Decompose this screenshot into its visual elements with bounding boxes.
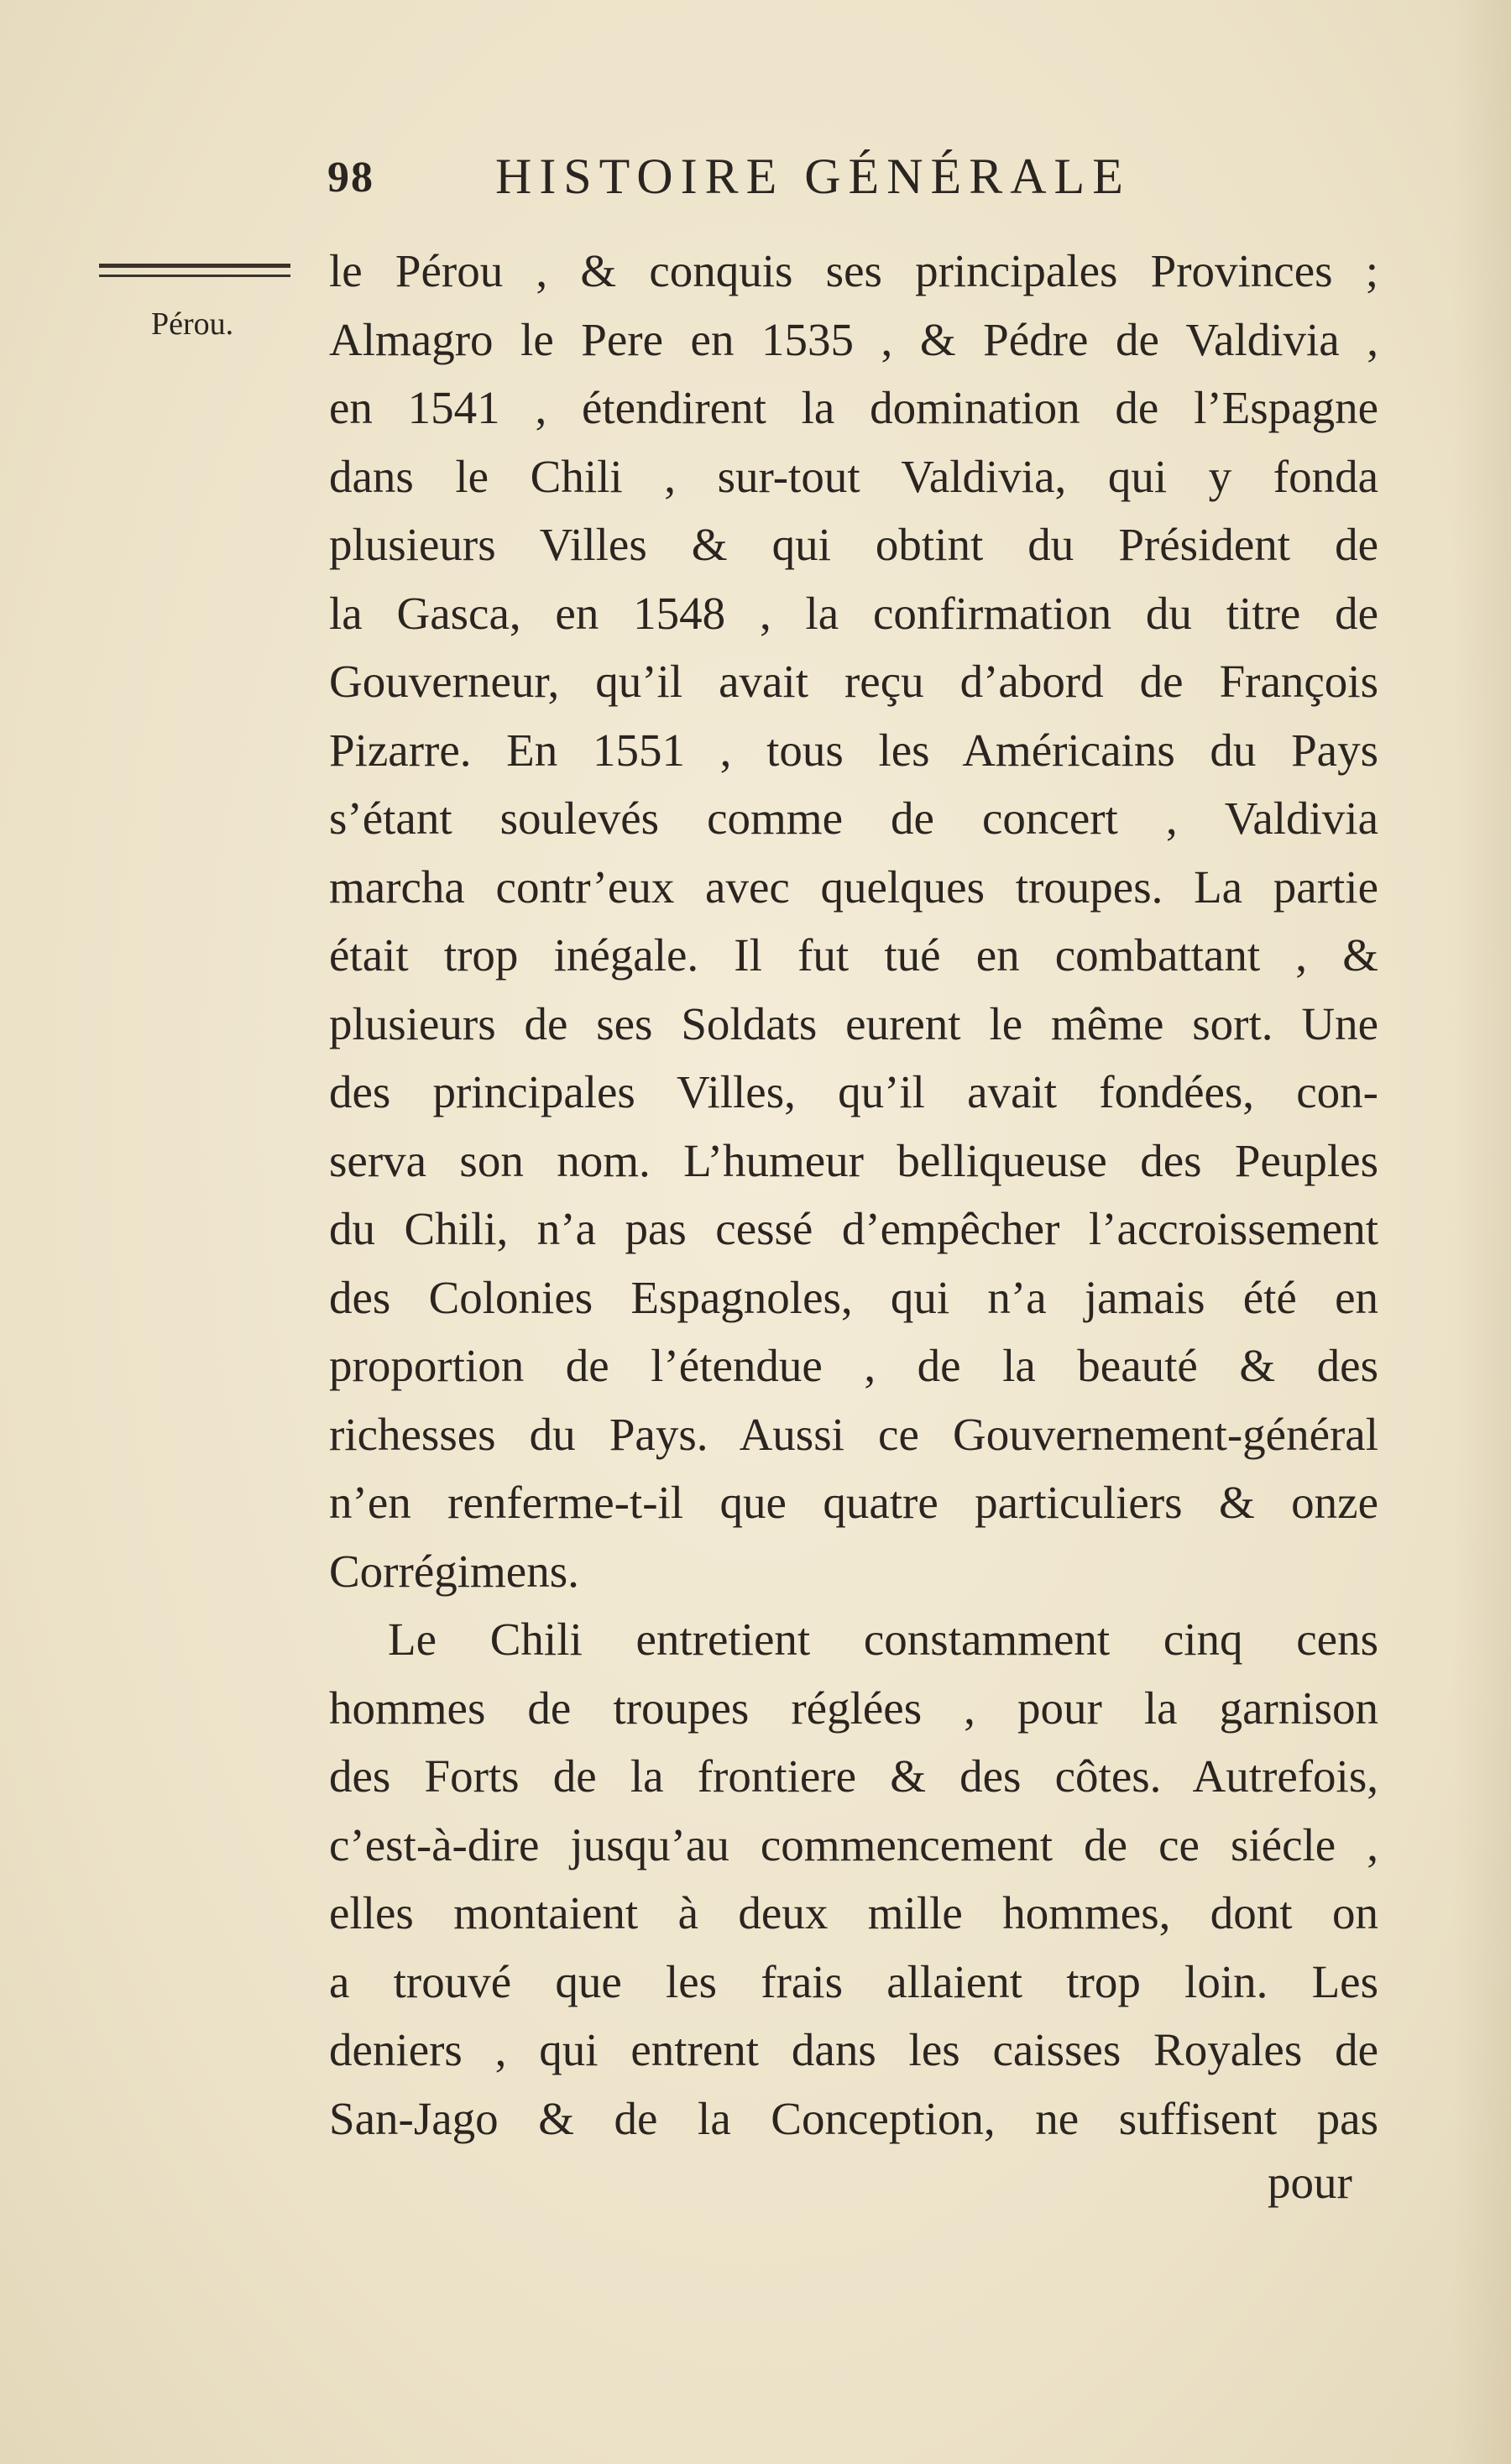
text-line: du Chili, n’a pas cessé d’empêcher l’accroissement (329, 1203, 1378, 1254)
text-line: Almagro le Pere en 1535 , & Pédre de Valdivia , (329, 313, 1378, 365)
text-line: n’en renferme-t-il que quatre particuliers & onze (329, 1477, 1378, 1528)
text-line: s’étant soulevés comme de concert , Valdivia (329, 793, 1378, 844)
marginal-rule (99, 264, 290, 277)
text-line: elles montaient à deux mille hommes, dont on (329, 1887, 1378, 1938)
text-line: des Colonies Espagnoles, qui n’a jamais été en (329, 1271, 1378, 1323)
text-line: Pizarre. En 1551 , tous les Américains du Pays (329, 724, 1378, 776)
running-title: HISTOIRE GÉNÉRALE (495, 149, 1131, 204)
text-line: hommes de troupes réglées , pour la garnison (329, 1682, 1378, 1734)
paragraph-end-line: Corrégimens. (329, 1545, 579, 1597)
text-line: plusieurs Villes & qui obtint du Président de (329, 519, 1378, 570)
text-line: dans le Chili , sur-tout Valdivia, qui y fonda (329, 450, 1378, 502)
text-line: a trouvé que les frais allaient trop loin. Les (329, 1955, 1378, 2007)
text-line: était trop inégale. Il fut tué en combattant , & (329, 929, 1378, 981)
paragraph-start-line: Le Chili entretient constamment cinq cens (388, 1614, 1378, 1665)
text-line: serva son nom. L’humeur belliqueuse des Peuples (329, 1134, 1378, 1186)
text-line: le Pérou , & conquis ses principales Provinces ; (329, 245, 1378, 296)
text-line: richesses du Pays. Aussi ce Gouvernement-général (329, 1408, 1378, 1460)
page-header (319, 148, 1234, 215)
text-line: des principales Villes, qu’il avait fondées, con- (329, 1066, 1378, 1117)
catchword: pour (1268, 2157, 1352, 2208)
body-text (329, 237, 1378, 2153)
page-number: 98 (327, 154, 374, 201)
text-line: en 1541 , étendirent la domination de l’Espagne (329, 382, 1378, 433)
text-line: proportion de l’étendue , de la beauté & des (329, 1340, 1378, 1391)
text-line: c’est-à-dire jusqu’au commencement de ce siécle , (329, 1818, 1378, 1870)
text-line: deniers , qui entrent dans les caisses Royales de (329, 2024, 1378, 2075)
text-line: marcha contr’eux avec quelques troupes. La partie (329, 861, 1378, 913)
text-line: la Gasca, en 1548 , la confirmation du titre de (329, 587, 1378, 639)
text-line: plusieurs de ses Soldats eurent le même sort. Une (329, 997, 1378, 1049)
text-line: Gouverneur, qu’il avait reçu d’abord de François (329, 656, 1378, 707)
text-line: des Forts de la frontiere & des côtes. Autrefois, (329, 1750, 1378, 1802)
page-edge-shadow (1452, 0, 1511, 2464)
text-line: San-Jago & de la Conception, ne suffisent pas (329, 2092, 1378, 2144)
marginal-note: Pérou. (151, 306, 234, 342)
